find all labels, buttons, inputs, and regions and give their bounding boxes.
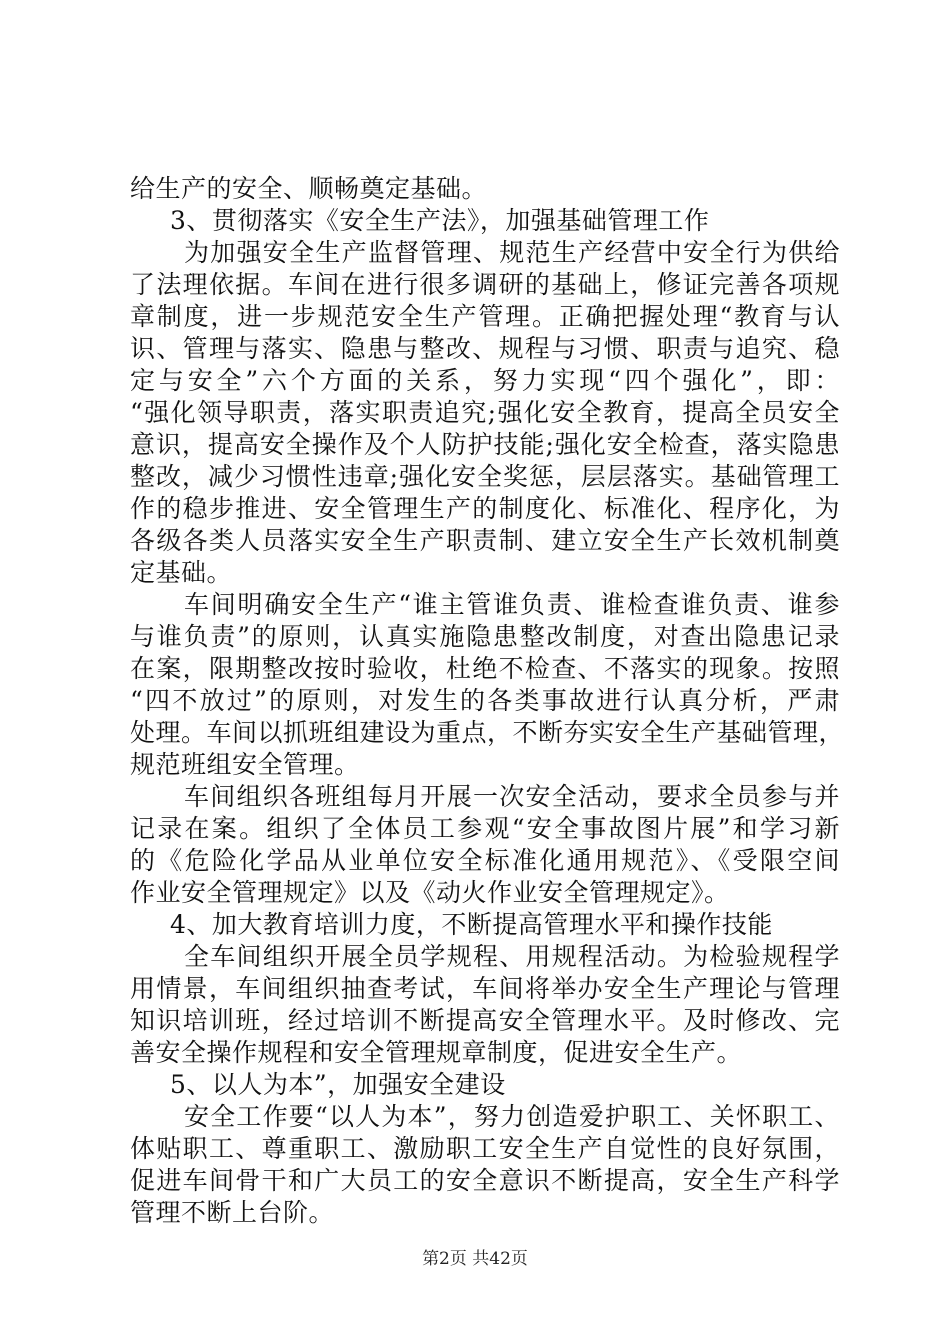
text-line: 用情景，车间组织抽查考试，车间将举办安全生产理论与管理 (130, 974, 840, 1003)
text-line: 知识培训班，经过培训不断提高安全管理水平。及时修改、完 (130, 1006, 840, 1035)
text-line: 了法理依据。车间在进行很多调研的基础上，修证完善各项规 (130, 270, 840, 299)
text-line: 为加强安全生产监督管理、规范生产经营中安全行为供给 (184, 238, 840, 267)
text-line: 善安全操作规程和安全管理规章制度，促进安全生产。 (130, 1038, 743, 1067)
text-line: 整改，减少习惯性违章;强化安全奖惩，层层落实。基础管理工 (130, 462, 840, 491)
text-line: “强化领导职责，落实职责追究;强化安全教育，提高全员安全 (130, 398, 840, 427)
text-line: 作业安全管理规定》以及《动火作业安全管理规定》。 (130, 878, 730, 907)
text-line: 管理不断上台阶。 (130, 1198, 335, 1227)
text-line: 体贴职工、尊重职工、激励职工安全生产自觉性的良好氛围， (130, 1134, 840, 1163)
section-heading: 3、贯彻落实《安全生产法》，加强基础管理工作 (170, 206, 710, 235)
section-heading: 4、加大教育培训力度，不断提高管理水平和操作技能 (170, 910, 773, 939)
text-line: 车间明确安全生产“谁主管谁负责、谁检查谁负责、谁参 (184, 590, 840, 619)
text-line: 定与安全”六个方面的关系，努力实现“四个强化”，即： (130, 366, 840, 395)
text-line: 的《危险化学品从业单位安全标准化通用规范》、《受限空间 (130, 846, 840, 875)
document-body (130, 173, 845, 1229)
text-line: 各级各类人员落实安全生产职责制、建立安全生产长效机制奠 (130, 526, 840, 555)
text-line: 规范班组安全管理。 (130, 750, 360, 779)
text-line: 记录在案。组织了全体员工参观“安全事故图片展”和学习新 (130, 814, 840, 843)
text-line: 定基础。 (130, 558, 233, 587)
text-line: 意识，提高安全操作及个人防护技能;强化安全检查，落实隐患 (130, 430, 840, 459)
text-line: 促进车间骨干和广大员工的安全意识不断提高，安全生产科学 (130, 1166, 840, 1195)
text-line: 在案，限期整改按时验收，杜绝不检查、不落实的现象。按照 (130, 654, 840, 683)
text-line: 章制度，进一步规范安全生产管理。正确把握处理“教育与认 (130, 302, 840, 331)
text-line: 识、管理与落实、隐患与整改、规程与习惯、职责与追究、稳 (130, 334, 840, 363)
text-line: 处理。车间以抓班组建设为重点，不断夯实安全生产基础管理， (130, 718, 845, 747)
text-line: 安全工作要“以人为本”，努力创造爱护职工、关怀职工、 (184, 1102, 840, 1131)
text-line: 给生产的安全、顺畅奠定基础。 (130, 174, 488, 203)
page-footer: 第2页 共42页 (422, 1249, 528, 1269)
text-line: “四不放过”的原则，对发生的各类事故进行认真分析，严肃 (130, 686, 840, 715)
text-line: 车间组织各班组每月开展一次安全活动，要求全员参与并 (184, 782, 840, 811)
text-line: 与谁负责”的原则，认真实施隐患整改制度，对查出隐患记录 (130, 622, 840, 651)
text-line: 作的稳步推进、安全管理生产的制度化、标准化、程序化，为 (130, 494, 840, 523)
text-line: 全车间组织开展全员学规程、用规程活动。为检验规程学 (184, 942, 840, 971)
section-heading: 5、以人为本”，加强安全建设 (170, 1070, 506, 1099)
